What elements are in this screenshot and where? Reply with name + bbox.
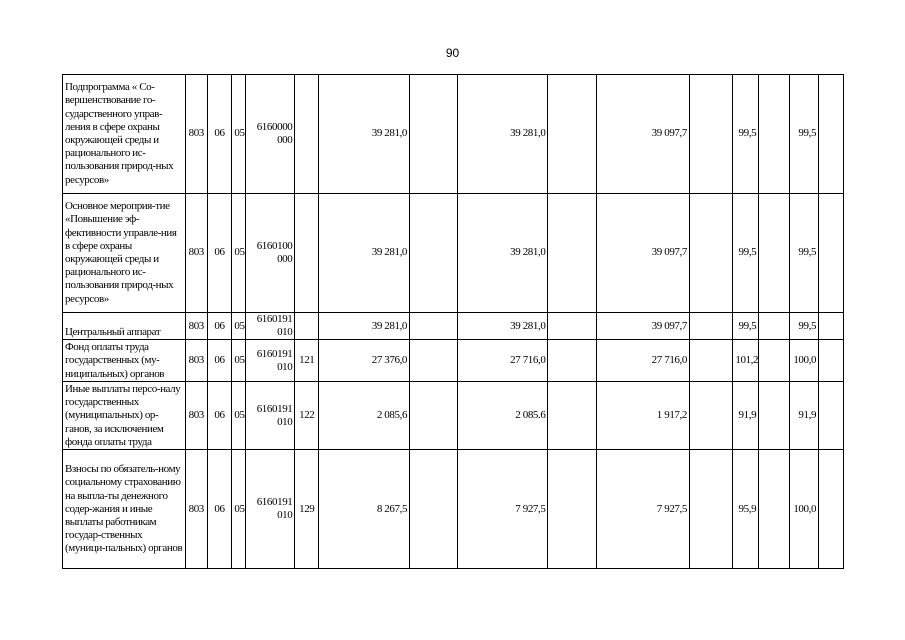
value-executed: 39 097,7 [597,194,690,313]
empty-cell [819,313,844,340]
value-approved: 2 085,6 [319,382,410,450]
value-executed: 39 097,7 [597,75,690,194]
grbs-code: 803 [185,194,207,313]
percent-approved: 95,9 [733,450,759,569]
percent-approved: 91,9 [733,382,759,450]
rz-code: 06 [207,194,232,313]
table-row [63,75,844,194]
csr-code: 6160191 010 [245,450,295,569]
vr-code [295,194,319,313]
value-approved: 39 281,0 [319,313,410,340]
table-row [63,382,844,450]
empty-cell [548,313,597,340]
grbs-code: 803 [185,75,207,194]
value-refined: 39 281,0 [457,313,548,340]
empty-cell [819,194,844,313]
empty-cell [548,194,597,313]
vr-code: 121 [295,340,319,382]
empty-cell [410,382,458,450]
empty-cell [759,450,790,569]
empty-cell [759,75,790,194]
grbs-code: 803 [185,450,207,569]
table-row [63,340,844,382]
pr-code: 05 [232,340,245,382]
percent-refined: 99,5 [790,194,819,313]
empty-cell [759,340,790,382]
empty-cell [410,75,458,194]
value-refined: 2 085.6 [457,382,548,450]
percent-approved: 99,5 [733,75,759,194]
empty-cell [548,382,597,450]
value-refined: 39 281,0 [457,194,548,313]
empty-cell [689,340,732,382]
empty-cell [689,450,732,569]
row-name: Иные выплаты персо-налу государственных (муниципальных) ор-ганов, за исключением фонда оплаты труда [63,382,186,450]
value-approved: 39 281,0 [319,194,410,313]
empty-cell [410,194,458,313]
value-refined: 27 716,0 [457,340,548,382]
empty-cell [819,340,844,382]
rz-code: 06 [207,382,232,450]
vr-code [295,313,319,340]
pr-code: 05 [232,450,245,569]
table-row [63,313,844,340]
empty-cell [410,313,458,340]
vr-code: 122 [295,382,319,450]
value-approved: 39 281,0 [319,75,410,194]
pr-code: 05 [232,194,245,313]
row-name: Подпрограмма « Со-вершенствование го-сударственного управ-ления в сфере охраны окружающей среды и рационального ис-пользования природ-ных ресурсов» [63,75,186,194]
table-row [63,194,844,313]
pr-code: 05 [232,382,245,450]
empty-cell [759,194,790,313]
csr-code: 6160100 000 [245,194,295,313]
empty-cell [689,194,732,313]
percent-refined: 100,0 [790,450,819,569]
value-approved: 8 267,5 [319,450,410,569]
table-row [63,450,844,569]
row-name: Центральный аппарат [63,313,186,340]
rz-code: 06 [207,340,232,382]
empty-cell [548,75,597,194]
percent-approved: 99,5 [733,194,759,313]
budget-table [62,74,844,569]
empty-cell [689,382,732,450]
empty-cell [759,382,790,450]
percent-refined: 100,0 [790,340,819,382]
empty-cell [410,450,458,569]
empty-cell [548,450,597,569]
rz-code: 06 [207,313,232,340]
empty-cell [819,75,844,194]
grbs-code: 803 [185,313,207,340]
pr-code: 05 [232,75,245,194]
empty-cell [819,382,844,450]
empty-cell [759,313,790,340]
percent-approved: 99,5 [733,313,759,340]
csr-code: 6160000 000 [245,75,295,194]
value-executed: 7 927,5 [597,450,690,569]
row-name: Взносы по обязатель-ному социальному страхованию на выпла-ты денежного содер-жания и иные выплаты работникам государ-ственных (муници-пальных) органов [63,450,186,569]
empty-cell [819,450,844,569]
empty-cell [689,75,732,194]
pr-code: 05 [232,313,245,340]
rz-code: 06 [207,450,232,569]
value-refined: 7 927,5 [457,450,548,569]
value-approved: 27 376,0 [319,340,410,382]
percent-refined: 99,5 [790,75,819,194]
value-executed: 27 716,0 [597,340,690,382]
vr-code [295,75,319,194]
page-number: 90 [445,46,460,60]
vr-code: 129 [295,450,319,569]
percent-refined: 99,5 [790,313,819,340]
empty-cell [689,313,732,340]
empty-cell [548,340,597,382]
grbs-code: 803 [185,382,207,450]
percent-approved: 101,2 [733,340,759,382]
value-executed: 39 097,7 [597,313,690,340]
rz-code: 06 [207,75,232,194]
empty-cell [410,340,458,382]
percent-refined: 91,9 [790,382,819,450]
row-name: Основное мероприя-тие «Повышение эф-фективности управле-ния в сфере охраны окружающей среды и рационального ис-пользования природ-ных ресурсов» [63,194,186,313]
csr-code: 6160191 010 [245,382,295,450]
csr-code: 6160191 010 [245,340,295,382]
csr-code: 6160191 010 [245,313,295,340]
value-executed: 1 917,2 [597,382,690,450]
value-refined: 39 281,0 [457,75,548,194]
row-name: Фонд оплаты труда государственных (му-ниципальных) органов [63,340,186,382]
grbs-code: 803 [185,340,207,382]
